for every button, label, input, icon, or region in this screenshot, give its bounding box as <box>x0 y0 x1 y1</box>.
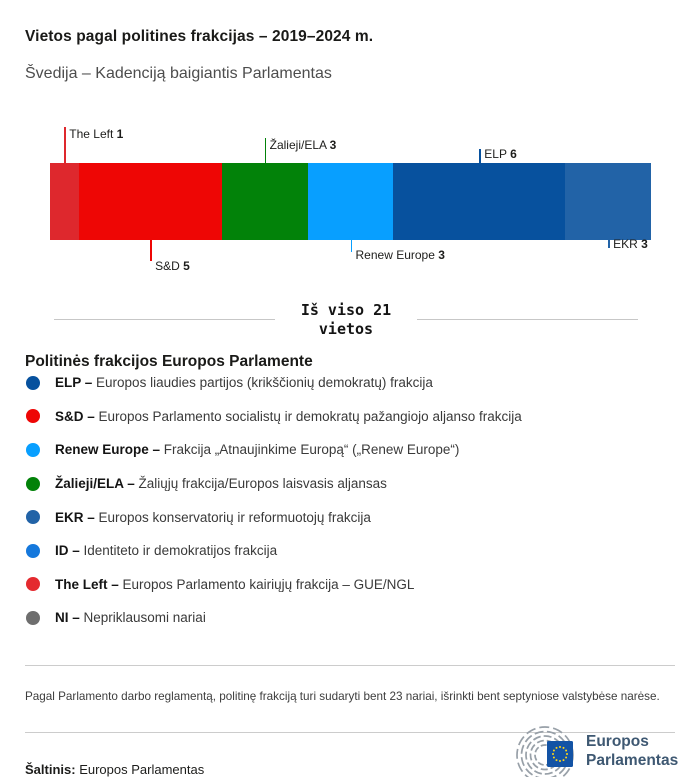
legend-dot-icon <box>26 477 40 491</box>
callout-tick <box>608 240 610 248</box>
total-seats-line1: Iš viso 21 <box>300 301 392 319</box>
legend-item-text: ID – Identiteto ir demokratijos frakcija <box>55 543 278 559</box>
callout-label: ELP 6 <box>484 147 517 161</box>
callout-label: S&D 5 <box>155 259 190 273</box>
legend-dot-icon <box>26 577 40 591</box>
legend-item-renew-europe <box>26 433 522 467</box>
legend-dot-icon <box>26 409 40 423</box>
callout-tick <box>150 240 152 261</box>
bar-segment-elp <box>393 163 565 240</box>
total-seats-label <box>301 301 391 339</box>
legend-item-alieji-ela <box>26 467 522 501</box>
legend-dot-icon <box>26 611 40 625</box>
hemicycle-eu-flag-icon <box>511 725 577 777</box>
legend-item-text: Renew Europe – Frakcija „Atnaujinkime Europą“ („Renew Europe“) <box>55 442 460 458</box>
logo-wordmark <box>586 732 678 770</box>
legend-dot-icon <box>26 443 40 457</box>
total-rule-left <box>54 319 275 339</box>
callout-label: Žalieji/ELA 3 <box>269 138 337 152</box>
legend-item-text: NI – Nepriklausomi nariai <box>55 610 206 626</box>
logo-line1: Europos <box>586 733 649 750</box>
legend-item-text: Žalieji/ELA – Žaliųjų frakcija/Europos laisvasis aljansas <box>55 476 387 492</box>
source-value: Europos Parlamentas <box>79 762 205 777</box>
bar-segment-the-left <box>50 163 79 240</box>
total-seats-row <box>54 301 638 339</box>
callout-label: Renew Europe 3 <box>355 248 445 262</box>
eu-flag <box>547 741 573 767</box>
legend-item-ekr <box>26 500 522 534</box>
legend-item-id <box>26 534 522 568</box>
source-line <box>25 762 204 777</box>
bar-segment-s-d <box>79 163 222 240</box>
bar-segment-ekr <box>565 163 651 240</box>
legend-item-text: ELP – Europos liaudies partijos (krikščionių demokratų) frakcija <box>55 375 433 391</box>
logo-line2: Parlamentas <box>586 752 679 769</box>
legend-list <box>26 366 522 635</box>
legend-dot-icon <box>26 544 40 558</box>
legend-heading: Politinės frakcijos Europos Parlamente <box>25 352 313 370</box>
callout-label: The Left 1 <box>69 127 124 141</box>
legend-item-text: S&D – Europos Parlamento socialistų ir demokratų pažangiojo aljanso frakcija <box>55 408 522 424</box>
source-label: Šaltinis: <box>25 762 76 777</box>
callout-tick <box>265 138 267 163</box>
legend-item-s-d <box>26 400 522 434</box>
page-title: Vietos pagal politines frakcijas – 2019–2024 m. <box>25 28 374 46</box>
legend-item-the-left <box>26 568 522 602</box>
stacked-bar <box>50 127 651 273</box>
legend-dot-icon <box>26 376 40 390</box>
legend-dot-icon <box>26 510 40 524</box>
european-parliament-logo <box>511 725 678 777</box>
footnote-divider <box>25 665 675 666</box>
callout-tick <box>479 149 481 163</box>
total-seats-line2: vietos <box>318 320 374 338</box>
footnote-text: Pagal Parlamento darbo reglamentą, politinę frakciją turi sudaryti bent 23 nariai, išrinkti bent septyniose valstybėse narėse. <box>25 689 660 703</box>
total-rule-right <box>417 319 638 339</box>
callout-tick <box>64 127 66 163</box>
legend-item-ni <box>26 601 522 635</box>
page-subtitle: Švedija – Kadenciją baigiantis Parlamentas <box>25 65 332 82</box>
legend-item-text: The Left – Europos Parlamento kairiųjų frakcija – GUE/NGL <box>55 576 415 592</box>
legend-item-elp <box>26 366 522 400</box>
legend-item-text: EKR – Europos konservatorių ir reformuotojų frakcija <box>55 509 371 525</box>
callout-tick <box>351 240 353 252</box>
bar-segment--alieji-ela <box>222 163 308 240</box>
bar-segment-renew-europe <box>308 163 394 240</box>
callout-label: EKR 3 <box>613 237 648 251</box>
